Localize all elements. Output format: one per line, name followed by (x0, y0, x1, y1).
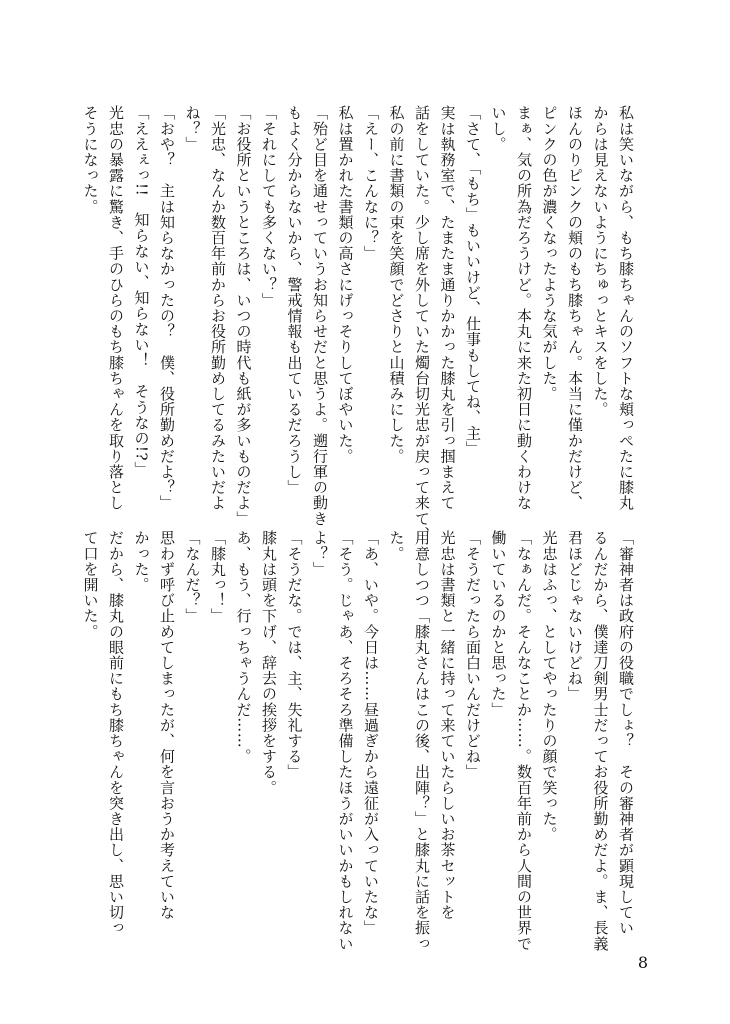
text-line: まぁ、気の所為だろうけど。本丸に来た初日に動くわけな (515, 105, 533, 511)
text-line: 「膝丸っ！」 (209, 530, 227, 624)
text-line: 私は置かれた書類の高さにげっそりしてぼやいた。 (336, 105, 355, 464)
text-line: 用意しつつ「膝丸さんはこの後、出陣？」と膝丸に話を振っ (413, 530, 431, 952)
lower-text-block (81, 530, 638, 952)
text-line: 思わず呼び止めてしまったが、何を言おうか考えていな (158, 530, 176, 920)
text-line: て口を開いた。 (81, 530, 100, 640)
text-line: ほんのりピンクの頬のもち膝ちゃん。本当に僅かだけど、 (566, 105, 584, 511)
text-line: だから、膝丸の眼前にもち膝ちゃんを突き出し、思い切っ (107, 530, 125, 936)
text-line: 働いているのかと思った」 (489, 530, 508, 718)
text-line: 「それにしても多くない？」 (260, 105, 278, 308)
text-line: 膝丸は頭を下げ、辞去の挨拶をする。 (260, 530, 278, 796)
text-line: 「光忠、なんか数百年前からお役所勤めしてるみたいだよ (209, 105, 227, 511)
text-line: 私の前に書類の束を笑顔でどさりと山積みにした。 (387, 105, 406, 464)
text-line: ピンクの色が濃くなったような気がした。 (540, 105, 559, 402)
text-line: 「えー、こんなに？」 (362, 105, 380, 261)
text-line: 「さて、「もち」もいいけど、仕事もしてね、主」 (464, 105, 482, 457)
text-line: 「なぁんだ。そんなことか……。数百年前から人間の世界で (515, 530, 533, 952)
upper-text-block (81, 105, 638, 542)
text-line: 「おや？ 主は知らなかったの？ 僕、役所勤めだよ？」 (158, 105, 176, 511)
text-line: ね？」 (183, 105, 202, 152)
text-line: 「そう。じゃあ、そろそろ準備したほうがいいかもしれない (336, 530, 355, 952)
text-line: 「審神者は政府の役職でしょ？ その審神者が顕現してい (617, 530, 635, 936)
text-line: からは見えないようにちゅっとキスをした。 (591, 105, 610, 417)
text-line: 光忠は書類と一緒に持って来ていたらしいお茶セットを (438, 530, 457, 920)
text-line: るんだから、僕達刀剣男士だってお役所勤めだよ。ま、長義 (591, 530, 610, 952)
text-line: よ？」 (311, 530, 329, 577)
text-line: 「そうだったら面白いんだけどね」 (464, 530, 482, 780)
text-line: 「お役所というところは、いつの時代も紙が多いものだよ」 (234, 105, 253, 527)
text-line: そうになった。 (81, 105, 100, 215)
text-line: た。 (387, 530, 406, 562)
text-line: 私は笑いながら、もち膝ちゃんのソフトな頬っぺたに膝丸 (617, 105, 635, 511)
text-line: いし。 (489, 105, 508, 152)
text-line: 話をしていた。少し席を外していた燭台切光忠が戻って来て、 (413, 105, 431, 542)
text-line: 「そうだな。では、主、失礼する」 (285, 530, 304, 780)
text-line: 光忠はふっ、としてやったりの顔で笑った。 (540, 530, 559, 842)
text-line: もよく分からないから、警戒情報も出ているだろうし」 (285, 105, 304, 495)
text-line: 「なんだ？」 (183, 530, 202, 624)
text-line: 光忠の暴露に驚き、手のひらのもち膝ちゃんを取り落とし (107, 105, 125, 511)
text-line: 君ほどじゃないけどね」 (566, 530, 584, 702)
page-number: 8 (637, 953, 648, 972)
text-line: 「殆ど目を通せっていうお知らせだと思うよ。遡行軍の動き (311, 105, 329, 527)
text-line: 実は執務室で、たまたま通りかかった膝丸を引っ掴まえて (438, 105, 457, 511)
text-line: 「あ、いや。今日は……昼過ぎから遠征が入っていたな」 (362, 530, 380, 936)
text-line: あ、もう、行っちゃうんだ……。 (234, 530, 253, 764)
text-line: 「ええぇっ!! 知らない、知らない！ そうなの!?」 (132, 105, 151, 477)
text-line: かった。 (132, 530, 151, 593)
